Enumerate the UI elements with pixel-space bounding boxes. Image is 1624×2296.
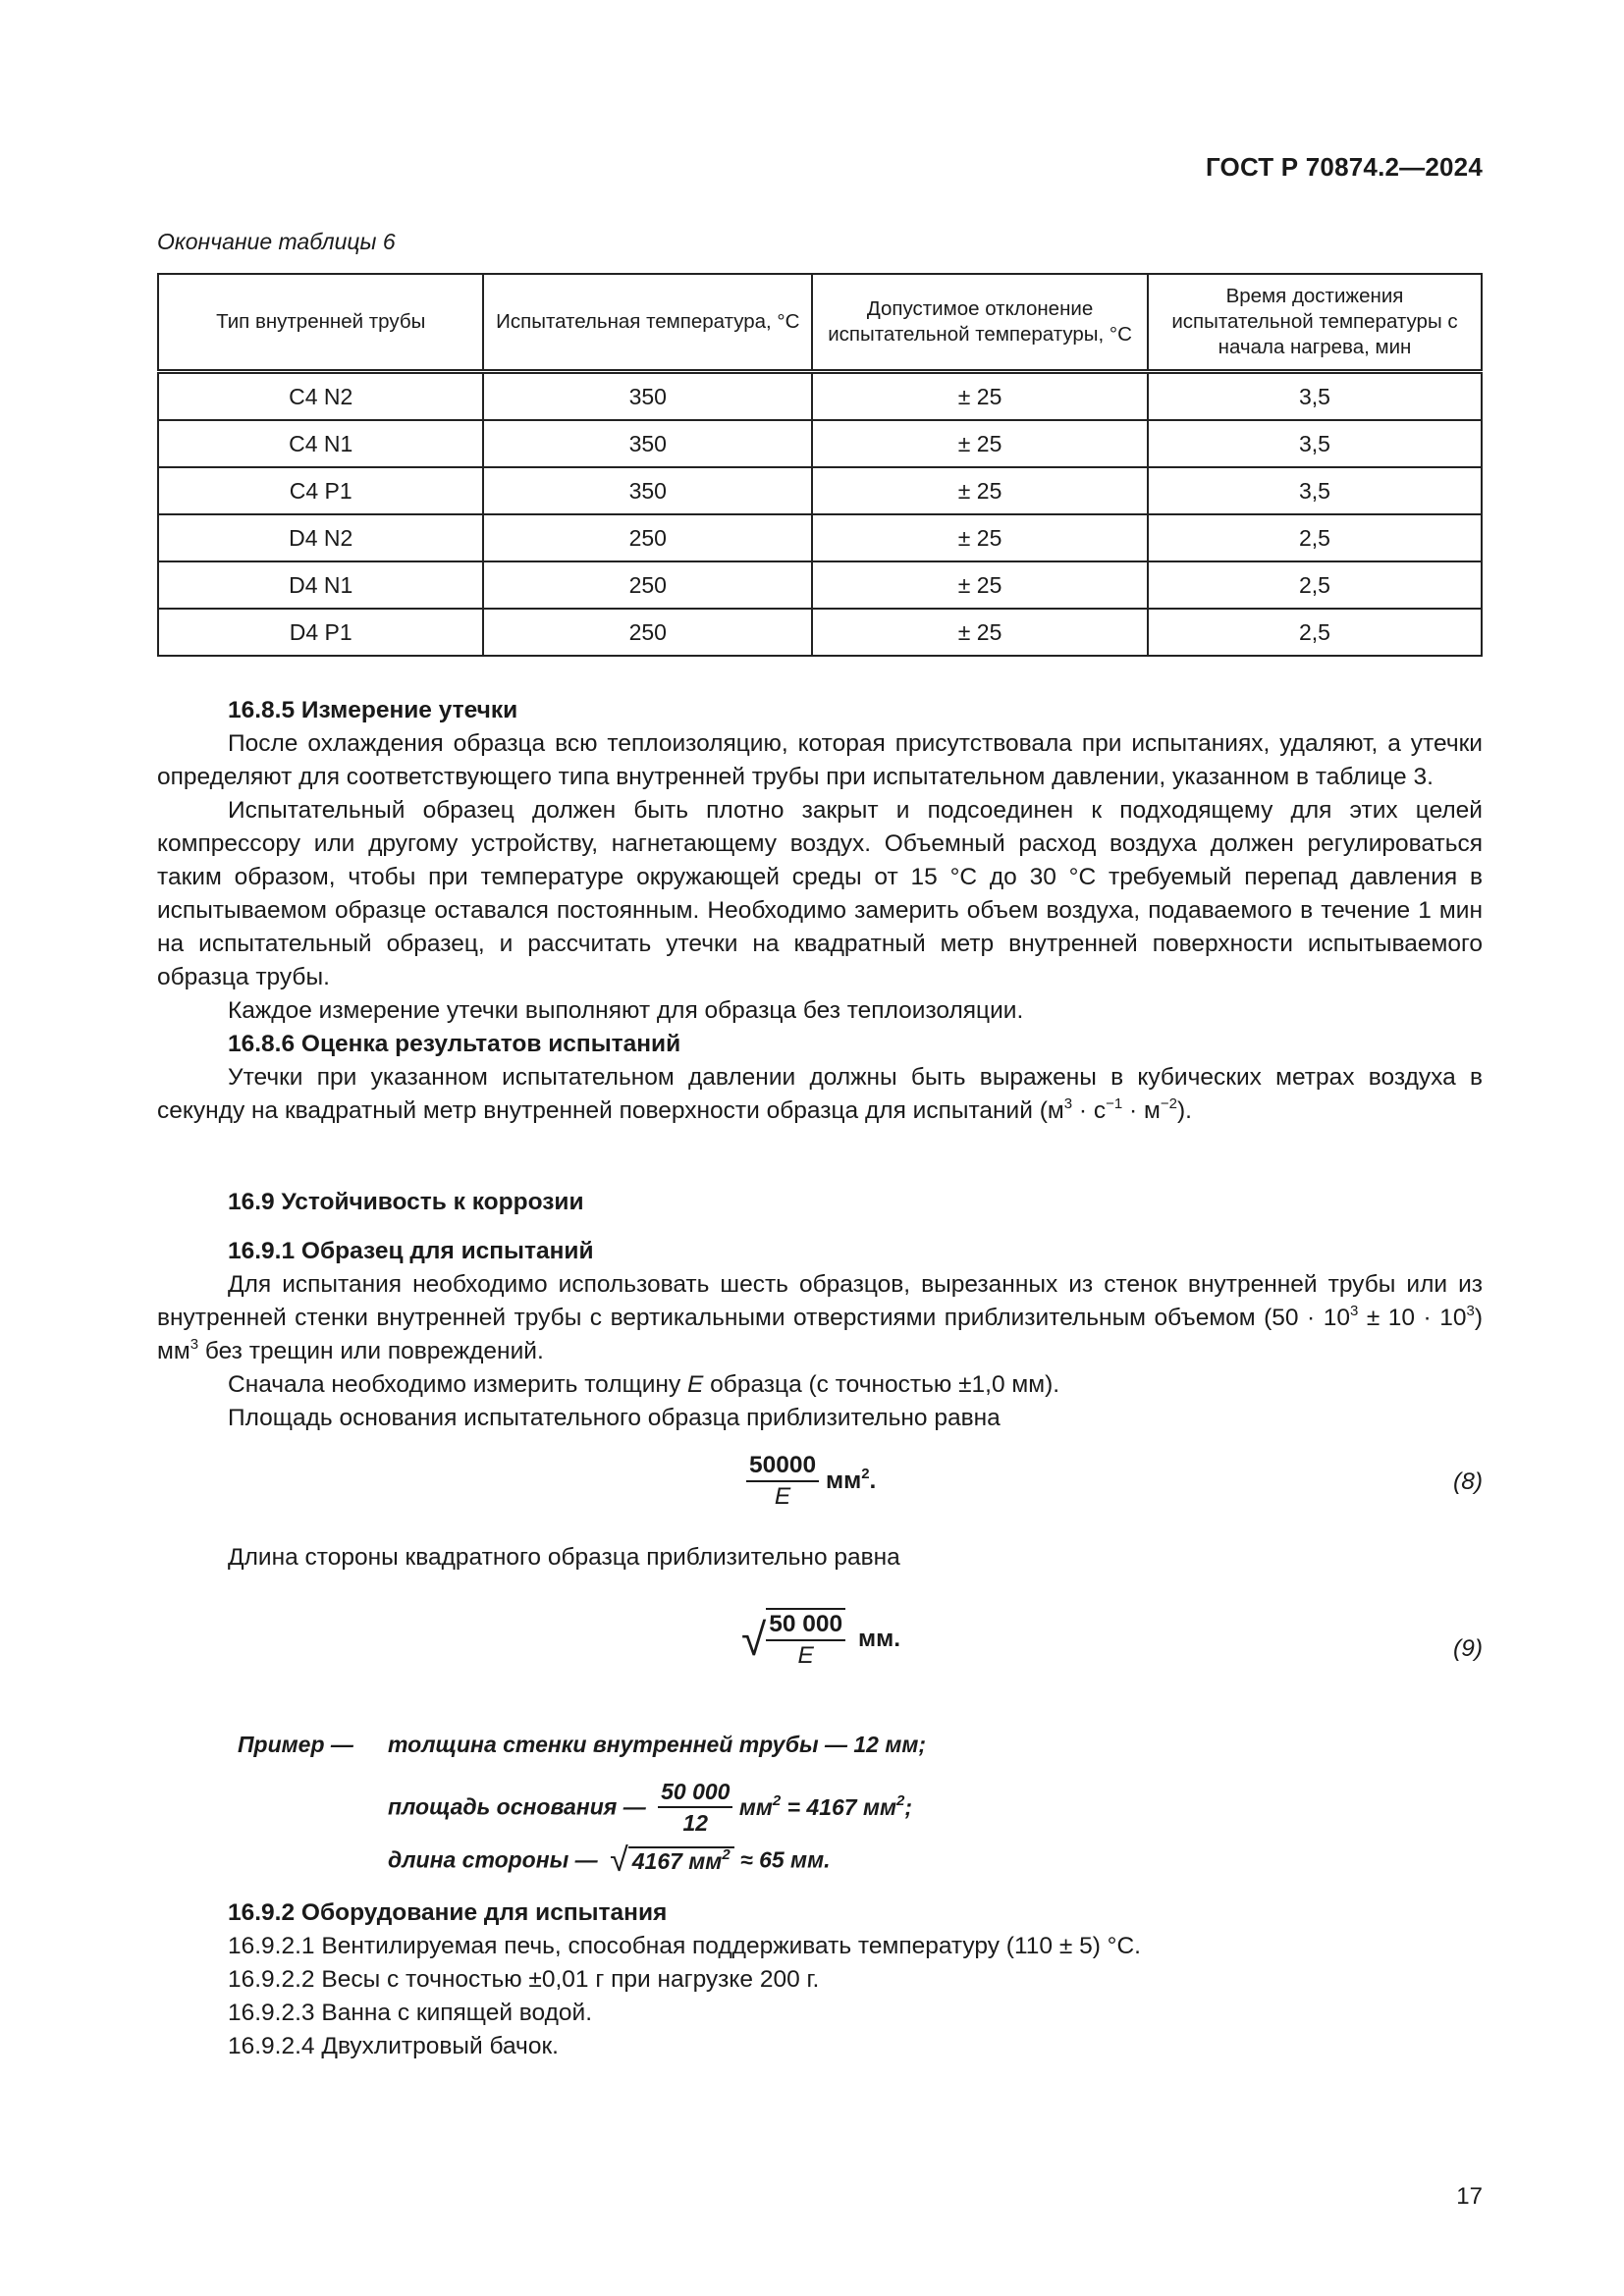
section-16-9-1 [157,1235,1483,1435]
table-cell: 350 [483,420,812,467]
result-text: ≈ 65 мм. [733,1846,831,1873]
unit-text: мм [738,1793,773,1820]
table-cell: 2,5 [1148,561,1482,609]
paragraph [157,1061,1483,1128]
table-cell: 3,5 [1148,467,1482,514]
table-row [158,467,1482,514]
unit [826,1468,876,1494]
section-16-9-2 [157,1896,1483,2063]
paragraph: Испытательный образец должен быть плотно закрыт и подсоединен к подходящему для этих целей компрессору или другому устройству, нагнетающему воздух. Объемный расход воздуха должен регулироваться таким образом, чтобы при температуре окружающей среды от 15 °C до 30 °C требуемый перепад давления в испытываемом образце оставался постоянным. Необходимо замерить объем воздуха, подаваемого в течение 1 мин на испытательный образец, и рассчитать утечки на квадратный метр внутренней поверхности испытываемого образца трубы. [157,797,1483,990]
fraction [746,1451,819,1512]
paragraph [157,1368,1483,1402]
superscript: 3 [1349,1303,1359,1319]
sqrt-icon: √ [741,1614,767,1665]
equation-number: (9) [1453,1635,1483,1662]
sqrt-content [628,1846,734,1875]
section-heading: 16.9.2 Оборудование для испытания [228,1899,668,1926]
unit-end: . [869,1468,877,1494]
table-cell: ± 25 [812,514,1148,561]
text-run: ). [1176,1097,1192,1124]
table-row [158,420,1482,467]
formula-8 [746,1451,876,1512]
equation-number: (8) [1453,1468,1483,1495]
table-header-row [158,274,1482,372]
unit-text: мм [688,1847,723,1874]
example-term: длина стороны — [388,1846,598,1873]
table-cell: 350 [483,372,812,421]
superscript: −1 [1106,1095,1123,1112]
table-row [158,561,1482,609]
section-heading: 16.9 Устойчивость к коррозии [228,1189,584,1215]
numerator: 50 000 [658,1777,732,1808]
table-cell: 3,5 [1148,372,1482,421]
column-header: Испытательная температура, °С [483,274,812,372]
table-row [158,514,1482,561]
table-cell: 250 [483,609,812,656]
numerator: 50 000 [766,1610,845,1641]
value: 4167 [631,1847,682,1874]
column-header: Время достижения испытательной температуры с начала нагрева, мин [1148,274,1482,372]
table-6 [157,273,1483,657]
section-16-8-5 [157,694,1483,1128]
text-run: Утечки при указанном испытательном давлении должны быть выражены в кубических метрах воздуха в секунду на квадратный метр внутренней поверхности образца для испытаний (м [157,1064,1483,1124]
section-heading: 16.8.6 Оценка результатов испытаний [228,1031,681,1057]
table-cell: ± 25 [812,420,1148,467]
example-line [388,1843,830,1877]
table-cell: C4 N2 [158,372,483,421]
table-cell: ± 25 [812,561,1148,609]
unit: мм. [858,1626,901,1652]
table-cell: D4 N2 [158,514,483,561]
table-cell: ± 25 [812,609,1148,656]
paragraph-side [157,1541,1483,1575]
column-header: Тип внутренней трубы [158,274,483,372]
text-run: без трещин или повреждений. [198,1338,544,1364]
paragraph [157,1268,1483,1368]
text-run: Для испытания необходимо использовать шесть образцов, вырезанных из стенок внутренней трубы или из внутренней стенки внутренней трубы с вертикальными отверстиями приблизительным объемом (50 · 10 [157,1271,1483,1331]
paragraph: Каждое измерение утечки выполняют для образца без теплоизоляции. [228,997,1024,1024]
text-run: ) мм [157,1305,1483,1364]
variable: E [687,1371,704,1398]
denominator: 12 [682,1810,709,1836]
paragraph: Длина стороны квадратного образца приблизительно равна [228,1544,900,1571]
table-cell: 250 [483,561,812,609]
text-run: · с [1072,1097,1107,1124]
superscript: 3 [189,1336,199,1353]
text-run: образца (с точностью ±1,0 мм). [703,1371,1060,1398]
table-cell: ± 25 [812,372,1148,421]
example-line: толщина стенки внутренней трубы — 12 мм; [388,1732,927,1757]
denominator: E [774,1483,791,1510]
denominator: E [797,1642,814,1669]
paragraph: Площадь основания испытательного образца приблизительно равна [228,1405,1001,1431]
column-header: Допустимое отклонение испытательной температуры, °С [812,274,1148,372]
table-cell: 3,5 [1148,420,1482,467]
table-cell: D4 P1 [158,609,483,656]
sqrt-icon: √ [610,1842,628,1879]
numerator: 50000 [746,1451,819,1482]
example-line [388,1777,912,1838]
table-cell: C4 N1 [158,420,483,467]
text-run: · м [1122,1097,1161,1124]
superscript: 2 [722,1845,731,1863]
list-item: 16.9.2.2 Весы с точностью ±0,01 г при нагрузке 200 г. [228,1966,820,1993]
superscript: 3 [1466,1303,1475,1319]
table-row [158,609,1482,656]
section-16-9 [157,1186,1483,1219]
table-cell: 250 [483,514,812,561]
text-run: Сначала необходимо измерить толщину [228,1371,688,1398]
table-row [158,372,1482,421]
table-cell: D4 N1 [158,561,483,609]
list-item: 16.9.2.1 Вентилируемая печь, способная поддерживать температуру (110 ± 5) °С. [228,1933,1141,1959]
page-number: 17 [1456,2183,1483,2210]
result-end: ; [904,1793,913,1820]
list-item: 16.9.2.3 Ванна с кипящей водой. [228,2000,593,2026]
superscript: 2 [896,1791,905,1809]
superscript: 2 [861,1466,870,1482]
paragraph: После охлаждения образца всю теплоизоляцию, которая присутствовала при испытаниях, удаляют, а утечки определяют для соответствующего типа внутренней трубы при испытательном давлении, указанном в таблице 3. [157,730,1483,790]
result-text: = 4167 мм [781,1793,897,1820]
table-cell: 350 [483,467,812,514]
fraction [658,1777,732,1838]
table-cell: 2,5 [1148,514,1482,561]
list-item: 16.9.2.4 Двухлитровый бачок. [228,2033,559,2059]
table-cell: C4 P1 [158,467,483,514]
superscript: 3 [1063,1095,1073,1112]
formula-9 [741,1608,900,1671]
unit-text: мм [825,1468,862,1494]
table-caption: Окончание таблицы 6 [157,229,396,254]
fraction [766,1608,845,1671]
section-heading: 16.8.5 Измерение утечки [228,697,518,723]
document-code: ГОСТ Р 70874.2—2024 [1205,152,1483,182]
table-cell: ± 25 [812,467,1148,514]
superscript: 2 [772,1791,782,1809]
example-term: площадь основания — [388,1793,646,1820]
text-run: ± 10 · 10 [1358,1305,1467,1331]
section-heading: 16.9.1 Образец для испытаний [228,1238,594,1264]
unit [738,1791,913,1820]
example-label: Пример — [238,1732,353,1757]
table-cell: 2,5 [1148,609,1482,656]
superscript: −2 [1160,1095,1177,1112]
